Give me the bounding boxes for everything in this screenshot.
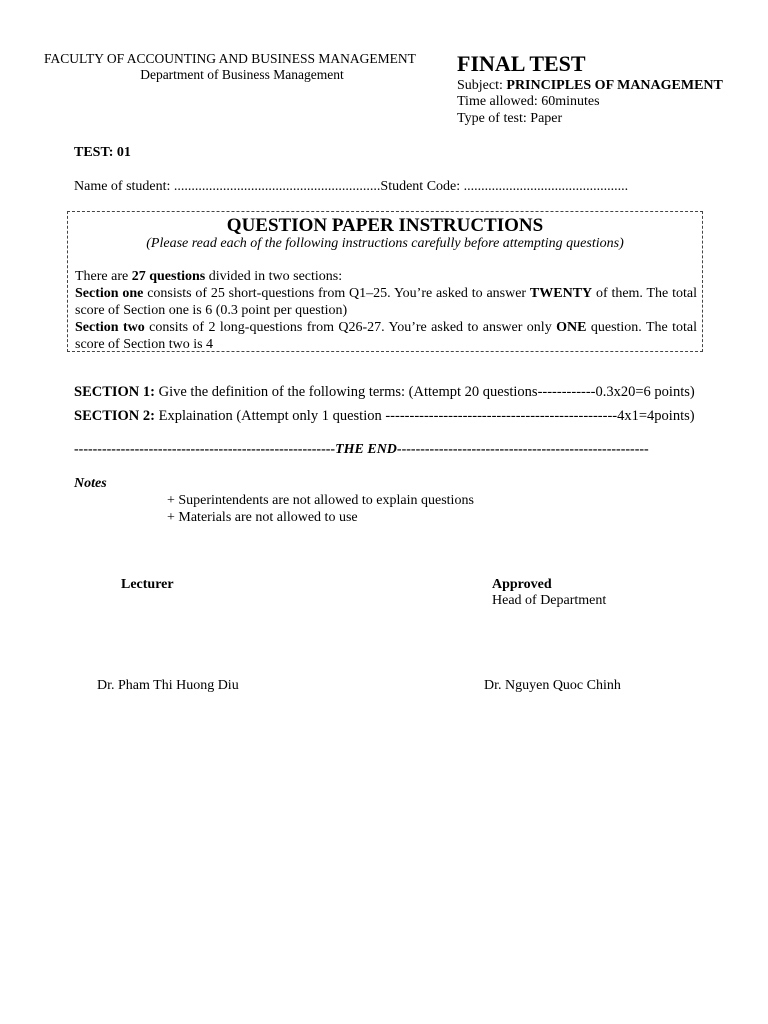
subject-value: PRINCIPLES OF MANAGEMENT: [506, 78, 723, 93]
instructions-section-two: [75, 319, 697, 353]
section-one-score: of them. The total score of Section one is 6 (0.3 point per question): [75, 286, 697, 318]
intro-text: There are: [75, 269, 132, 284]
note-item: + Materials are not allowed to use: [167, 510, 358, 525]
exam-title: FINAL TEST: [457, 51, 586, 76]
student-name-label: Name of student:: [74, 179, 171, 194]
faculty-name: FACULTY OF ACCOUNTING AND BUSINESS MANAGEMENT: [44, 51, 416, 66]
subject-line: [457, 78, 747, 94]
head-of-department-label: Head of Department: [492, 593, 607, 608]
intro-text-end: divided in two sections:: [205, 269, 343, 284]
time-allowed: Time allowed: 60minutes: [457, 94, 600, 109]
approved-label: Approved: [492, 577, 552, 592]
end-dashes-right: ------------------------------------------------------: [396, 442, 649, 457]
section-one-count: TWENTY: [529, 286, 593, 301]
the-end-line: [74, 442, 649, 458]
section-1-label: SECTION 1:: [74, 384, 155, 400]
instructions-section-one: [75, 285, 697, 319]
section-2-text: Explaination (Attempt only 1 question ------------------------------------------------4x1=4points): [154, 408, 695, 424]
instructions-intro: [75, 268, 697, 285]
student-code-field[interactable]: ...............................................: [460, 179, 629, 194]
section-two-count: ONE: [556, 320, 587, 335]
instructions-body: [75, 268, 697, 353]
section-one-text: consists of 25 short-questions from Q1–25. You’re asked to answer: [143, 286, 530, 301]
instructions-subtitle: (Please read each of the following instructions carefully before attempting questions): [146, 236, 624, 251]
lecturer-name: Dr. Pham Thi Huong Diu: [97, 678, 239, 693]
department-name: Department of Business Management: [140, 67, 344, 82]
lecturer-label: Lecturer: [121, 577, 174, 592]
the-end-text: THE END: [335, 442, 397, 457]
end-dashes-left: --------------------------------------------------------: [74, 442, 336, 457]
subject-label: Subject:: [457, 78, 507, 93]
section-1-text: Give the definition of the following terms: (Attempt 20 questions------------0.3x20=6 points): [154, 384, 695, 400]
section-2-line: [74, 408, 695, 425]
intro-count: 27 questions: [131, 269, 206, 284]
section-2-label: SECTION 2:: [74, 408, 155, 424]
note-item: + Superintendents are not allowed to explain questions: [167, 493, 474, 508]
student-code-label: Student Code:: [380, 179, 461, 194]
section-one-label: Section one: [75, 286, 144, 301]
section-two-score: question. The total score of Section two is 4: [75, 320, 698, 352]
test-type: Type of test: Paper: [457, 111, 563, 126]
notes-title: Notes: [74, 476, 107, 491]
test-number: TEST: 01: [74, 145, 131, 160]
section-two-text: consits of 2 long-questions from Q26-27. You’re asked to answer only: [144, 320, 557, 335]
head-of-department-name: Dr. Nguyen Quoc Chinh: [484, 678, 621, 693]
section-two-label: Section two: [75, 320, 145, 335]
student-fields: [74, 179, 628, 195]
instructions-box: [67, 211, 703, 352]
instructions-title: QUESTION PAPER INSTRUCTIONS: [226, 215, 544, 236]
student-name-field[interactable]: ...........................................................: [170, 179, 381, 194]
section-1-line: [74, 384, 695, 401]
